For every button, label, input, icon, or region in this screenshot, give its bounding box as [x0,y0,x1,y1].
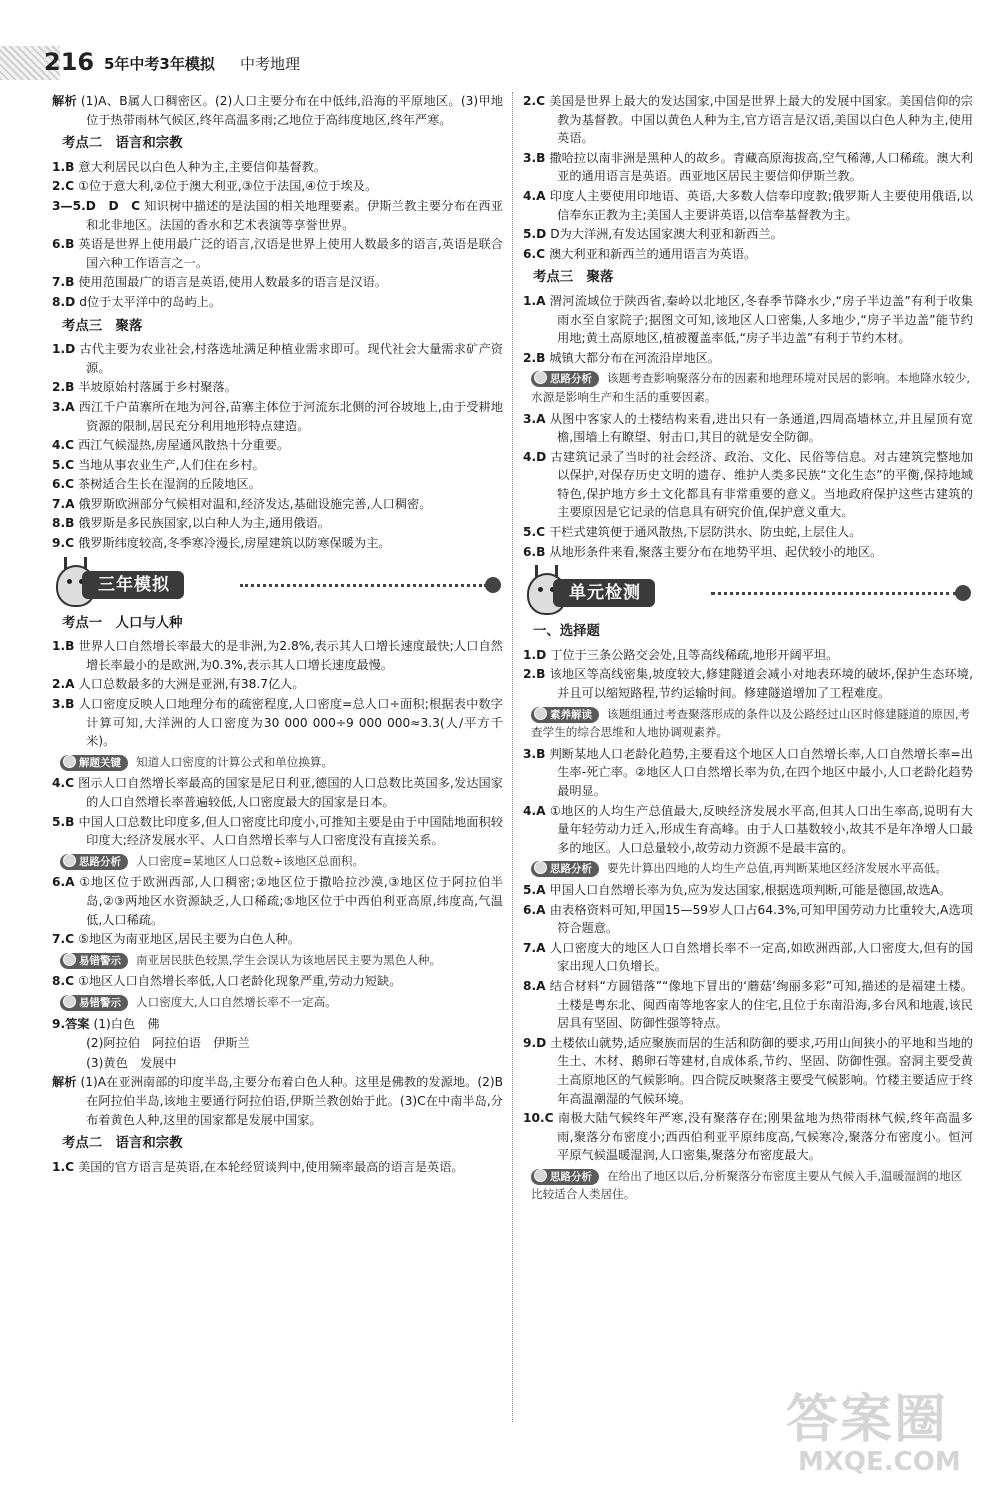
answer-item [523,245,973,264]
answer-text: 意大利居民以白色人种为主,主要信仰基督教。 [78,159,327,174]
answer-number: 7.A [523,940,546,955]
answer-list [523,646,973,703]
answer-number: 6.C [523,246,546,261]
answer-item [52,495,503,514]
answer-text: 干栏式建筑便于通风散热,下层防洪水、防虫蛇,上层住人。 [549,525,862,540]
answer-text: 使用范围最广的语言是英语,使用人数最多的语言是汉语。 [78,275,387,290]
bulb-icon [63,953,76,966]
answer-number: 6.A [52,875,75,890]
tip-box: 素养解读 该题组通过考查聚落形成的条件以及公路经过山区时修建隧道的原因,考查学生的综合思维和人地协调观素养。 [531,706,971,740]
banner-end-dot [485,577,501,593]
answer-text: 丁位于三条公路交会处,且等高线稀疏,地形开阔平坦。 [550,647,839,662]
answer-text: 古建筑记录了当时的社会经济、政治、文化、民俗等信息。对古建筑完整地加以保护,对保存历史文明的遗存、维护人类多民族“文化生态”的平衡,保持地域特色,保护地方乡土文化都具有非常重要的意义。当地政府保护这些古建筑的主要原因是它记录的信息具有研究价值,保护意义重大。 [550,449,973,520]
answer-number: 2.B [523,350,546,365]
answer-number: 2.C [52,179,75,194]
answer-number: 8.B [52,516,75,531]
answer-text: 中国人口总数比印度多,但人口密度比印度小,可推知主要是由于中国陆地面积较印度大;经济发展水平、人口自然增长率与人口密度没有直接关系。 [78,814,503,848]
tip-box: 易错警示 人口密度大,人口自然增长率不一定高。 [52,993,503,1012]
bulb-icon [534,861,547,874]
answer-text: 人口密度反映人口地理分布的疏密程度,人口密度=总人口÷面积;根据表中数字计算可知,大洋洲的人口密度为30 000 000÷9 000 000≈3.3(人/平方千米)。 [78,697,503,749]
section-title: 考点二 语言和宗教 [62,1136,183,1152]
answer-item [52,930,503,949]
answer-list [52,972,503,991]
tip-badge: 易错警示 [60,995,128,1011]
answer-number: 1.A [523,293,546,308]
answer-number: 7.A [52,496,75,511]
answer-text: 城镇大都分布在河流沿岸地区。 [549,350,721,365]
watermark-url: MXQE.COM [798,1447,961,1477]
answer-list [52,873,503,948]
bulb-icon [63,854,76,867]
answer-analysis: 解析 (1)A在亚洲南部的印度半岛,主要分布着白色人种。这里是佛教的发源地。(2)B在阿拉伯半岛,该地主要通行阿拉伯语,伊斯兰教创始于此。(3)C在中南半岛,分布着黄色人种,这里的国家都是发展中国家。 [52,1075,504,1127]
right-column [523,92,973,1207]
answer-list [523,745,973,858]
banner-end-dot [955,585,971,601]
answer-text: 美国是世界上最大的发达国家,中国是世界上最大的发展中国家。美国信仰的宗教为基督教。中国以黄色人种为主,官方语言是汉语,美国以白色人种为主,使用英语。 [549,94,973,146]
answer-number: 6.A [523,902,546,917]
answer-text: 俄罗斯纬度较高,冬季寒冷漫长,房屋建筑以防寒保暖为主。 [78,536,391,551]
answer-text: ①地区人口自然增长率低,人口老龄化现象严重,劳动力短缺。 [78,974,402,989]
answer-number: 9.D [523,1035,547,1050]
answer-text: 从地形条件来看,聚落主要分布在地势平坦、起伏较小的地区。 [549,544,883,559]
answer-item [52,813,503,850]
answer-item [52,514,503,533]
section-title: 考点一 人口与人种 [62,615,183,631]
answer-number: 10.C [523,1111,554,1126]
answer-item [523,543,973,562]
site-watermark [786,1377,986,1487]
answer-item [52,774,503,811]
answer-item [52,158,503,177]
answer-line: (2)阿拉伯 阿拉伯语 伊斯兰 [86,1036,250,1051]
answer-item [523,448,973,522]
answer-number: 3.A [523,411,546,426]
answer-text: 澳大利亚和新西兰的通用语言为英语。 [549,246,757,261]
answer-text: 俄罗斯欧洲部分气候相对温和,经济发达,基础设施完善,人口稠密。 [78,496,432,511]
answer-text: 世界人口自然增长率最大的是非洲,为2.8%,表示其人口增长速度最快;人口自然增长率最小的是欧洲,为0.3%,表示其人口增长速度最慢。 [78,639,503,672]
answer-item [523,1034,973,1108]
answer-number: 6.B [52,237,75,252]
answer-text: 当地从事农业生产,人们住在乡村。 [78,457,265,472]
answer-item [52,1158,503,1177]
answer-item [523,187,973,224]
answer-item [523,92,973,148]
answer-item [52,534,503,553]
answer-item [523,225,973,244]
section-title: 考点三 聚落 [62,318,143,334]
answer-number: 3.B [523,150,546,165]
answer-number: 4.A [523,803,546,818]
answer-number: 6.C [52,477,75,492]
answer-line: (3)黄色 发展中 [86,1055,177,1070]
answer-number: 4.C [52,438,75,453]
tip-badge: 解题关键 [60,755,128,771]
answer-item [523,802,973,858]
section-banner [523,571,973,615]
answer-item [523,149,973,186]
answer-number: 2.C [523,94,546,108]
answer-item [523,901,973,938]
answer-text: 西江气候湿热,房屋通风散热十分重要。 [78,438,290,453]
answer-item [52,293,503,312]
page-header [0,0,1000,82]
answer-text: 该地区等高线密集,坡度较大,修建隧道会减小对地表环境的破坏,保护生态环境,并且可以缩短路程,节约运输时间。修建隧道增加了工程难度。 [549,667,973,701]
answer-text: 印度人主要使用印地语、英语,大多数人信奉印度教;俄罗斯人主要使用俄语,以信奉东正教为主;美国人主要讲英语,以信奉基督教为主。 [549,188,973,222]
answer-number: 1.C [52,1159,75,1174]
section-title: 考点三 聚落 [533,270,614,286]
answer-number: 6.B [523,544,546,559]
answer-number: 5.B [52,814,75,829]
banner-label: 三年模拟 [82,571,184,599]
answer-text: ①位于意大利,②位于澳大利亚,③位于法国,④位于埃及。 [78,179,378,194]
answer-text: 渭河流域位于陕西省,秦岭以北地区,冬春季节降水少,“房子半边盖”有利于收集雨水至自家院子;据图文可知,该地区人口密集,人多地少,“房子半边盖”能节约用地;黄土高原地区,植被覆盖率低,“房子半边盖”有利于节约木材。 [549,293,973,346]
bulb-icon [534,1169,547,1182]
answer-number: 1.B [52,639,75,654]
answer-item [52,675,503,694]
tip-box: 思路分析 要先计算出四地的人均生产总值,再判断某地区经济发展水平高低。 [523,859,973,878]
answer-item [52,177,503,196]
answer-number: 3.B [52,697,75,712]
answer-list [523,92,973,263]
book-subject: 中考地理 [240,55,301,73]
answer-text: 茶树适合生长在湿润的丘陵地区。 [78,477,261,492]
answer-list [523,410,973,562]
answer-list [523,881,973,1165]
answer-number: 4.D [523,449,547,464]
answer-item [523,745,973,801]
tip-box: 思路分析 该题考查影响聚落分布的因素和地理环境对民居的影响。本地降水较少,水源是影响生产和生活的重要因素。 [531,371,971,404]
column-divider [512,92,513,1422]
answer-list [523,292,973,367]
answer-number: 1.D [52,342,76,357]
answer-number: 1.D [523,647,547,662]
answer-number: 1.B [52,159,75,174]
banner-dotted-line [240,584,487,587]
tip-box: 思路分析 在给出了地区以后,分析聚落分布密度主要从气候入手,温暖湿润的地区比较适合人类居住。 [531,1168,963,1202]
answer-list [52,158,503,312]
answer-item [52,873,503,929]
answer-text: 从图中客家人的土楼结构来看,进出只有一条通道,四周高墙林立,并且屋顶有宽檐,围墙上有瞭望、射击口,其目的就是安全防御。 [549,411,973,445]
answer-text: 人口总数最多的大洲是亚洲,有38.7亿人。 [78,677,305,692]
answer-number: 3.B [523,746,546,761]
tip-badge: 素养解读 [531,707,599,723]
answer-number: 5.D [523,227,547,242]
answer-number: 3.A [52,399,75,414]
answer-text: ①地区的人均生产总值最大,反映经济发展水平高,但其人口出生率高,说明有大量年轻劳动力迁入,形成生育高峰。由于人口基数较小,故其不是年净增人口最多的地区。人口总量较小,故劳动力资源不是最丰富的。 [549,803,973,855]
section-title: 一、选择题 [533,624,600,640]
answer-text: 美国的官方语言是英语,在本轮经贸谈判中,使用频率最高的语言是英语。 [78,1159,464,1174]
tip-badge: 易错警示 [60,953,128,969]
answer-number: 5.C [523,525,546,540]
answer-text: 由表格资料可知,甲国15—59岁人口占64.3%,可知甲国劳动力比重较大,A选项符合题意。 [549,902,973,936]
answer-text: d位于太平洋中的岛屿上。 [79,294,222,309]
answer-number: 5.C [52,457,75,472]
answer-number: 8.D [52,294,76,309]
bulb-icon [534,707,547,720]
tip-badge: 思路分析 [60,854,128,870]
answer-text: 古代主要为农业社会,村落选址满足种植业需求即可。现代社会大量需求矿产资源。 [79,342,503,375]
answer-item [52,378,503,397]
section-title: 考点二 语言和宗教 [62,136,183,152]
answer-list [52,774,503,849]
bulb-icon [534,371,547,384]
answer-text: 判断某地人口老龄化趋势,主要看这个地区人口自然增长率,人口自然增长率=出生率-死亡率。②地区人口自然增长率为负,在四个地区中最小,人口老龄化趋势最明显。 [549,746,973,798]
answer-item [523,939,973,976]
answer-item [523,881,973,900]
answer-text: 甲国人口自然增长率为负,应为发达国家,根据选项判断,可能是德国,故选A。 [549,882,952,897]
answer-item [523,665,973,702]
answer-text: 南极大陆气候终年严寒,没有聚落存在;刚果盆地为热带雨林气候,终年高温多雨,聚落分布密度小;西西伯利亚平原纬度高,气候寒冷,聚落分布密度小。恒河平原气候温暖湿润,人口密集,聚落分布密度最大。 [557,1111,973,1163]
answer-item [52,456,503,475]
answer-text: D为大洋洲,有发达国家澳大利亚和新西兰。 [550,227,783,242]
section-banner [52,563,503,607]
answer-number: 3—5.D D C [52,198,141,213]
answer-number: 7.C [52,932,75,947]
answer-item [523,646,973,665]
answer-item [52,972,503,991]
answer-number: 9.C [52,536,75,551]
page-number: 216 [44,48,95,76]
tip-badge: 思路分析 [531,861,599,877]
answer-text: 土楼依山就势,适应聚族而居的生活和防御的要求,巧用山间狭小的平地和当地的生土、木材、鹅卵石等建材,自成体系,节约、坚固、防御性强。窑洞主要受黄土高原地区的气候影响。四合院反映聚落主要受气候影响。竹楼主要适应于终年高温潮湿的气候环境。 [550,1035,973,1106]
banner-dotted-line [711,592,957,595]
bulb-icon [63,995,76,1008]
answer-text: 图示人口自然增长率最高的国家是尼日利亚,德国的人口总数比英国多,发达国家的人口自然增长率普遍较低,人口密度最大的国家是日本。 [78,776,503,809]
tip-box: 易错警示 南亚居民肤色较黑,学生会误认为该地居民主要为黑色人种。 [52,951,503,970]
answer-item [523,1109,973,1165]
answer-item [52,695,503,751]
answer-number: 8.A [523,978,546,993]
answer-list [52,637,503,751]
answer-number: 2.B [523,667,546,682]
answer-item [52,436,503,455]
tip-badge: 思路分析 [531,1169,599,1185]
answer-text: ⑤地区为南亚地区,居民主要为白色人种。 [78,932,301,947]
answer-number: 5.A [523,882,546,897]
answer-text: 结合材料“方圆错落”“像地下冒出的‘蘑菇’绚丽多彩”可知,描述的是福建土楼。土楼是粤东北、闽西南等地客家人的住宅,且位于东南沿海,多台风和地震,该民居具有坚固、防御性强等特点。 [549,978,973,1031]
answer-text: ①地区位于欧洲西部,人口稠密;②地区位于撒哈拉沙漠,③地区位于阿拉伯半岛,②③两地区水资源缺乏,人口稀疏;⑤地区位于中西伯利亚高原,纬度高,气温低,人口稀疏。 [78,875,503,927]
banner-label: 单元检测 [553,579,655,607]
answer-number: 4.A [523,188,546,203]
answer-item [52,197,503,234]
tip-box: 思路分析 人口密度=某地区人口总数÷该地区总面积。 [52,852,503,871]
answer-text: 西江千户苗寨所在地为河谷,苗寨主体位于河流东北侧的河谷坡地上,由于受耕地资源的限制,居民充分利用地形特点建造。 [78,399,503,433]
answer-text: 半坡原始村落属于乡村聚落。 [78,380,237,395]
answer-number: 8.C [52,974,75,989]
answer-item [523,349,973,368]
answer-item [523,292,973,348]
tip-badge: 思路分析 [531,371,599,387]
answer-item [52,475,503,494]
answer-text: 俄罗斯是多民族国家,以白种人为主,通用俄语。 [78,516,330,531]
answer-item [52,398,503,435]
answer-item [52,340,503,377]
book-series-title: 5年中考3年模拟 [104,55,215,73]
answer-text: 人口密度大的地区人口自然增长率不一定高,如欧洲西部,人口密度大,但有的国家出现人口负增长。 [549,940,973,974]
answer-number: 2.B [52,380,75,395]
answer-text: 英语是世界上使用最广泛的语言,汉语是世界上使用人数最多的语言,英语是联合国六种工作语言之一。 [78,237,503,270]
answer-item [523,410,973,447]
answer-text: 撒哈拉以南非洲是黑种人的故乡。青藏高原海拔高,空气稀薄,人口稀疏。澳大利亚的通用语言是英语。西亚地区居民主要信仰伊斯兰教。 [549,150,973,184]
answer-item [523,523,973,542]
answer-item [523,977,973,1033]
answer-item [52,273,503,292]
answer-list [52,1158,503,1177]
answer-item: 9.答案 (1)白色 佛 [52,1016,160,1031]
answer-list [52,340,503,553]
bulb-icon [63,755,76,768]
answer-number: 7.B [52,275,75,290]
intro-analysis: 解析 (1)A、B属人口稠密区。(2)人口主要分布在中低纬,沿海的平原地区。(3)甲地位于热带雨林气候区,终年高温多雨;乙地位于高纬度地区,终年严寒。 [52,94,503,127]
answer-number: 2.A [52,677,75,692]
answer-item [52,235,503,272]
answer-text: 知识树中描述的是法国的相关地理要素。伊斯兰教主要分布在西亚和北非地区。法国的香水和艺术表演等享誉世界。 [86,198,503,232]
watermark-logo: 答案圈 [786,1390,949,1450]
tip-box: 解题关键 知道人口密度的计算公式和单位换算。 [52,753,503,772]
left-column [52,92,503,1177]
answer-number: 4.C [52,776,75,791]
answer-item [52,637,503,674]
